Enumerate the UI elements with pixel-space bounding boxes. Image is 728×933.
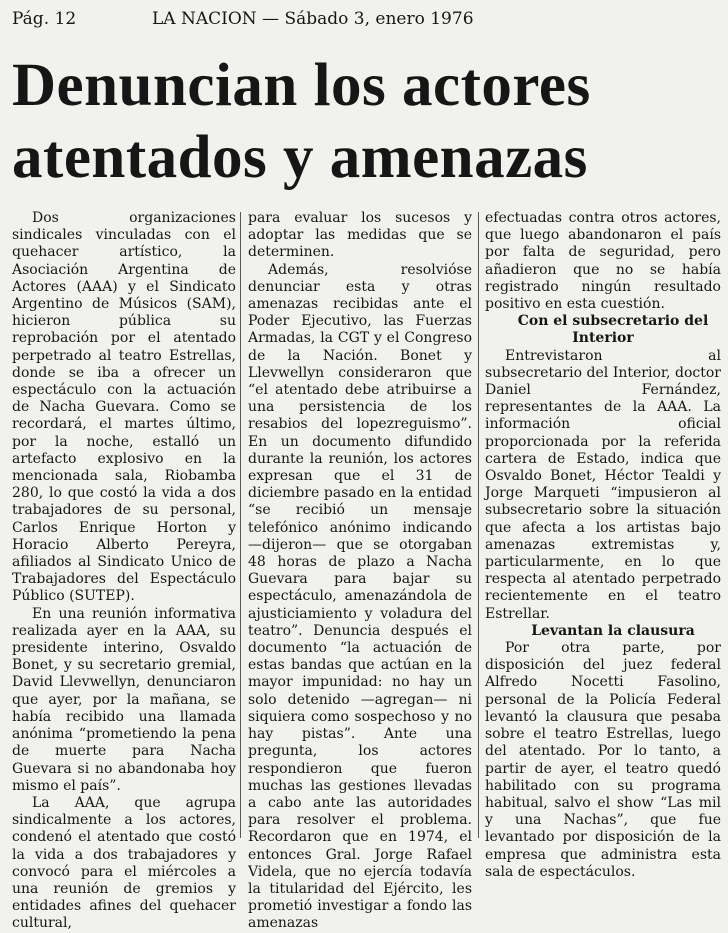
- subheading: Levantan la clausura: [531, 622, 695, 639]
- paragraph: Por otra parte, por disposición del juez federal Alfredo Nocetti Fasolino, personal de la Policía Federal levantó la clausura que pesaba sobre el teatro Estrellas, luego del atentado. Por lo tanto, a partir de ayer, el teatro quedó habilitado con su programa habitual, salvo el show “Las mil y una Nachas”, que fue levantado por disposición de la empresa que administra esta sala de espectáculos.: [485, 640, 721, 880]
- paragraph: En una reunión informativa realizada ayer en la AAA, su presidente interino, Osvaldo Bonet, y su secretario gremial, David Llevwellyn, denunciaron que ayer, por la mañana, se había recibido una llamada anónima “prometiendo la pena de muerte para Nacha Guevara si no abandonaba hoy mismo el país”.: [12, 605, 236, 794]
- paragraph: Entrevistaron al subsecretario del Interior, doctor Daniel Fernández, representantes de la AAA. La información oficial proporcionada por la referida cartera de Estado, indica que Osvaldo Bonet, Héctor Tealdi y Jorge Marqueti “impusieron al subsecretario sobre la situación que afecta a los artistas bajo amenazas extremistas y, particularmente, en lo que respecta al atentado perpetrado recientemente en el teatro Estrellar.: [485, 347, 721, 622]
- column-2: [248, 210, 472, 932]
- article-body: [0, 210, 728, 932]
- paragraph: Dos organizaciones sindicales vinculadas con el quehacer artístico, la Asociación Argentina de Actores (AAA) y el Sindicato Argentino de Músicos (SAM), hicieron pública su reprobación por el atentado perpetrado al teatro Estrellas, donde se iba a ofrecer un espectáculo con la actuación de Nacha Guevara. Como se recordará, el martes último, por la noche, estalló un artefacto explosivo en la mencionada sala, Riobamba 280, lo que costó la vida a dos trabajadores de su personal, Carlos Enrique Horton y Horacio Alberto Pereyra, afiliados al Sindicato Unico de Trabajadores del Espectáculo Público (SUTEP).: [12, 210, 236, 605]
- article-headline: [12, 50, 718, 194]
- page-header: [0, 6, 728, 32]
- paragraph: Además, resolvióse denunciar esta y otras amenazas recibidas ante el Poder Ejecutivo, las Fuerzas Armadas, la CGT y el Congreso de la Nación. Bonet y Llevwellyn consideraron que “el atentado debe atribuirse a una persistencia de los resabios del lopezreguismo”. En un documento difundido durante la reunión, los actores expresan que el 31 de diciembre pasado en la entidad “se recibió un mensaje telefónico anónimo indicando —dijeron— que se otorgaban 48 horas de plazo a Nacha Guevara para bajar su espectáculo, amenazándola de ajusticiamiento y voladura del teatro”. Denuncia después el documento “la actuación de estas bandas que actúan en la mayor impunidad: no hay un solo detenido —agregan— ni siquiera como sospechoso y no hay pistas”. Ante una pregunta, los actores respondieron que fueron muchas las gestiones llevadas a cabo ante las autoridades para resolver el problema. Recordaron que en 1974, el entonces Gral. Jorge Rafael Videla, que no ejercía todavía la titularidad del Ejército, les prometió investigar a fondo las amenazas: [248, 261, 472, 932]
- masthead-date: LA NACION — Sábado 3, enero 1976: [152, 9, 474, 29]
- headline-line-2: atentados y amenazas: [12, 124, 588, 191]
- paragraph: efectuadas contra otros actores, que luego abandonaron el país por falta de seguridad, pero añadieron que no se había registrado ningún resultado positivo en esta cuestión.: [485, 210, 721, 313]
- headline-line-1: Denuncian los actores: [12, 52, 591, 119]
- page-number: Pág. 12: [12, 9, 77, 29]
- paragraph: para evaluar los sucesos y adoptar las medidas que se determinen.: [248, 210, 472, 261]
- column-1: [12, 210, 236, 932]
- subheading: Con el subsecretario del Interior: [517, 313, 709, 347]
- paragraph: La AAA, que agrupa sindicalmente a los actores, condenó el atentado que costó la vida a dos trabajadores y convocó para el miércoles a una reunión de gremios y entidades afines del quehacer cultural,: [12, 794, 236, 932]
- column-3: [485, 210, 721, 880]
